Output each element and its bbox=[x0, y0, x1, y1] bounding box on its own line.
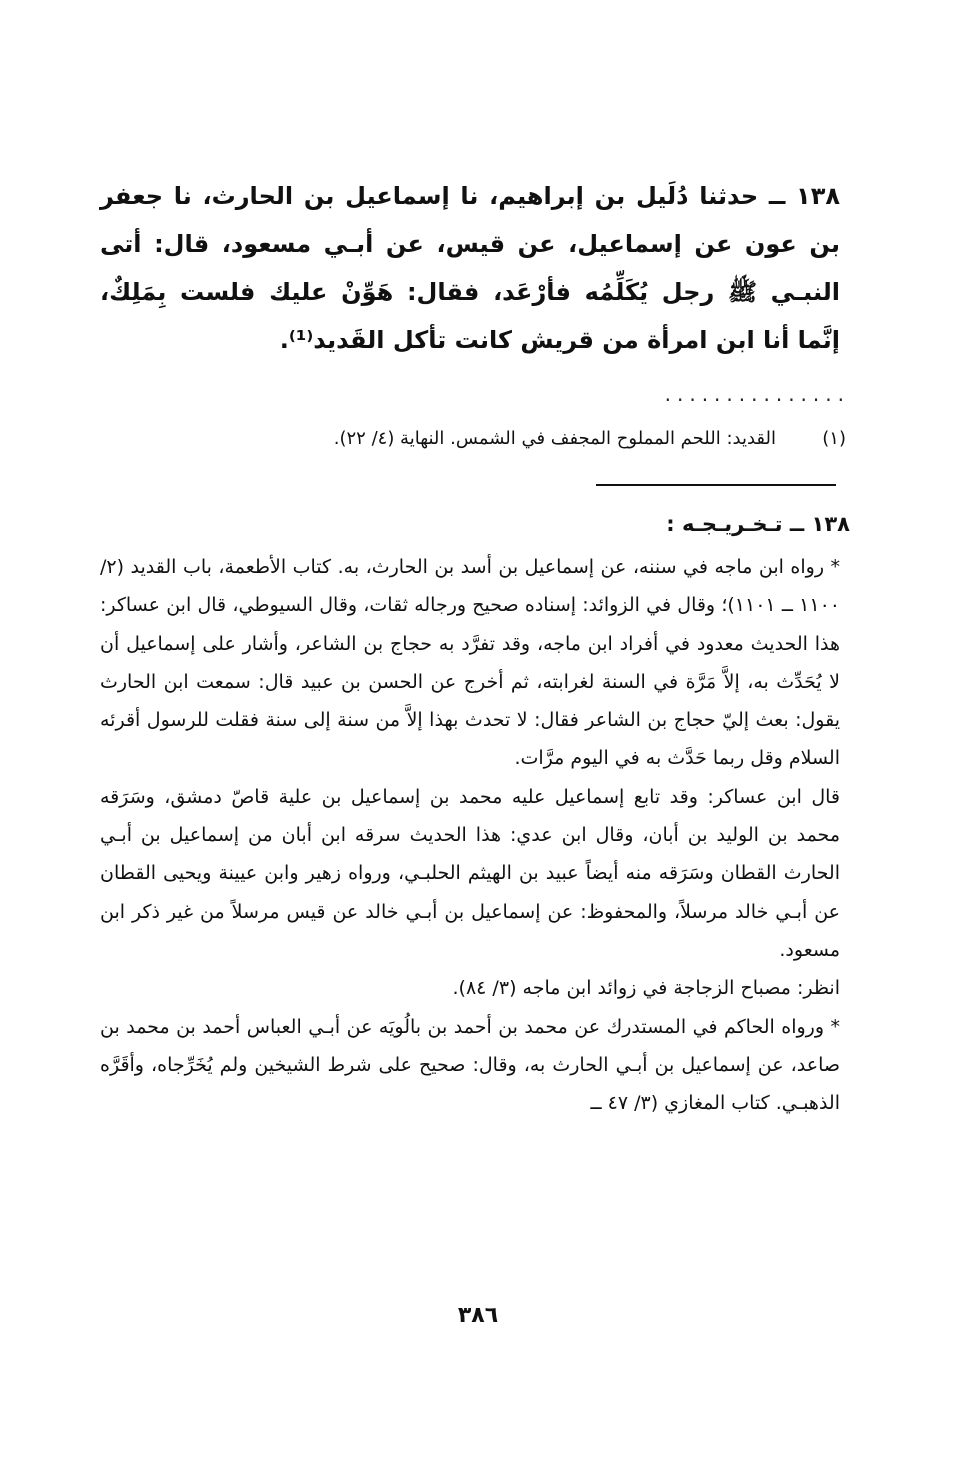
footnote-separator: ............... bbox=[664, 382, 850, 406]
takhrij-paragraph: قال ابن عساكر: وقد تابع إسماعيل عليه محمد بن إسماعيل بن علية قاصّ دمشق، وسَرَقه محمد بن الوليد بن أبان، وقال ابن عدي: هذا الحديث سرقه ابن أبان من إسماعيل بن أبـي الحارث القطان وسَرَقه منه أيضاً عبيد بن الهيثم الحلبـي، ورواه زهير وابن عيينة ويحيى القطان عن أبـي خالد مرسلاً، والمحفوظ: عن إسماعيل بن أبـي خالد عن قيس مرسلاً من غير ذكر ابن مسعود. bbox=[100, 785, 840, 961]
takhrij-paragraph: * رواه ابن ماجه في سننه، عن إسماعيل بن أسد بن الحارث، به. كتاب الأطعمة، باب القديد (٢/ ١١٠٠ ــ ١١٠١)؛ وقال في الزوائد: إسناده صحيح ورجاله ثقات، وقال السيوطي، قال ابن عساكر: هذا الحديث معدود في أفراد ابن ماجه، وقد تفرَّد به حجاج بن الشاعر، وأشار على إسماعيل أن لا يُحَدِّث به، إلاَّ مَرَّة في السنة لغرابته، ثم أخرج عن الحسن بن عبيد قال: سمعت ابن الحارث يقول: بعث إليّ حجاج بن الشاعر فقال: لا تحدث بهذا إلاَّ من سنة إلى سنة فقلت للرسول أقرئه السلام وقل ربما حَدَّث به في اليوم مرَّات. bbox=[100, 556, 840, 770]
takhrij-body bbox=[100, 548, 840, 1122]
footnote-number: (١) bbox=[822, 428, 846, 449]
takhrij-paragraph: * ورواه الحاكم في المستدرك عن محمد بن أحمد بن بالُويَه عن أبـي العباس أحمد بن محمد بن صاعد، عن إسماعيل بن أبـي الحارث به، وقال: صحيح على شرط الشيخين ولم يُخَرِّجاه، وأقَرَّه الذهبـي. كتاب المغازي (٣/ ٤٧ ــ bbox=[100, 1015, 840, 1115]
takhrij-paragraph: انظر: مصباح الزجاجة في زوائد ابن ماجه (٣/ ٨٤). bbox=[452, 977, 840, 1000]
hadith-text: ١٣٨ ــ حدثنا دُلَيل بن إبراهيم، نا إسماعيل بن الحارث، نا جعفر بن عون عن إسماعيل، عن قيس، عن أبـي مسعود، قال: أتى النبـي ﷺ رجل يُكَلِّمُه فأرْعَد، فقال: هَوِّنْ عليك فلست بِمَلِكٌ، إنَّما أنا ابن امرأة من قريش كانت تأكل القَديد⁽¹⁾. bbox=[100, 182, 840, 354]
section-divider bbox=[596, 484, 836, 486]
footnote-text: القديد: اللحم المملوح المجفف في الشمس. النهاية (٤/ ٢٢). bbox=[333, 428, 776, 449]
footnote bbox=[250, 424, 846, 454]
takhrij-heading: ١٣٨ ــ تـخـريـجـه : bbox=[666, 512, 850, 536]
page-number: ٣٨٦ bbox=[457, 1303, 499, 1328]
